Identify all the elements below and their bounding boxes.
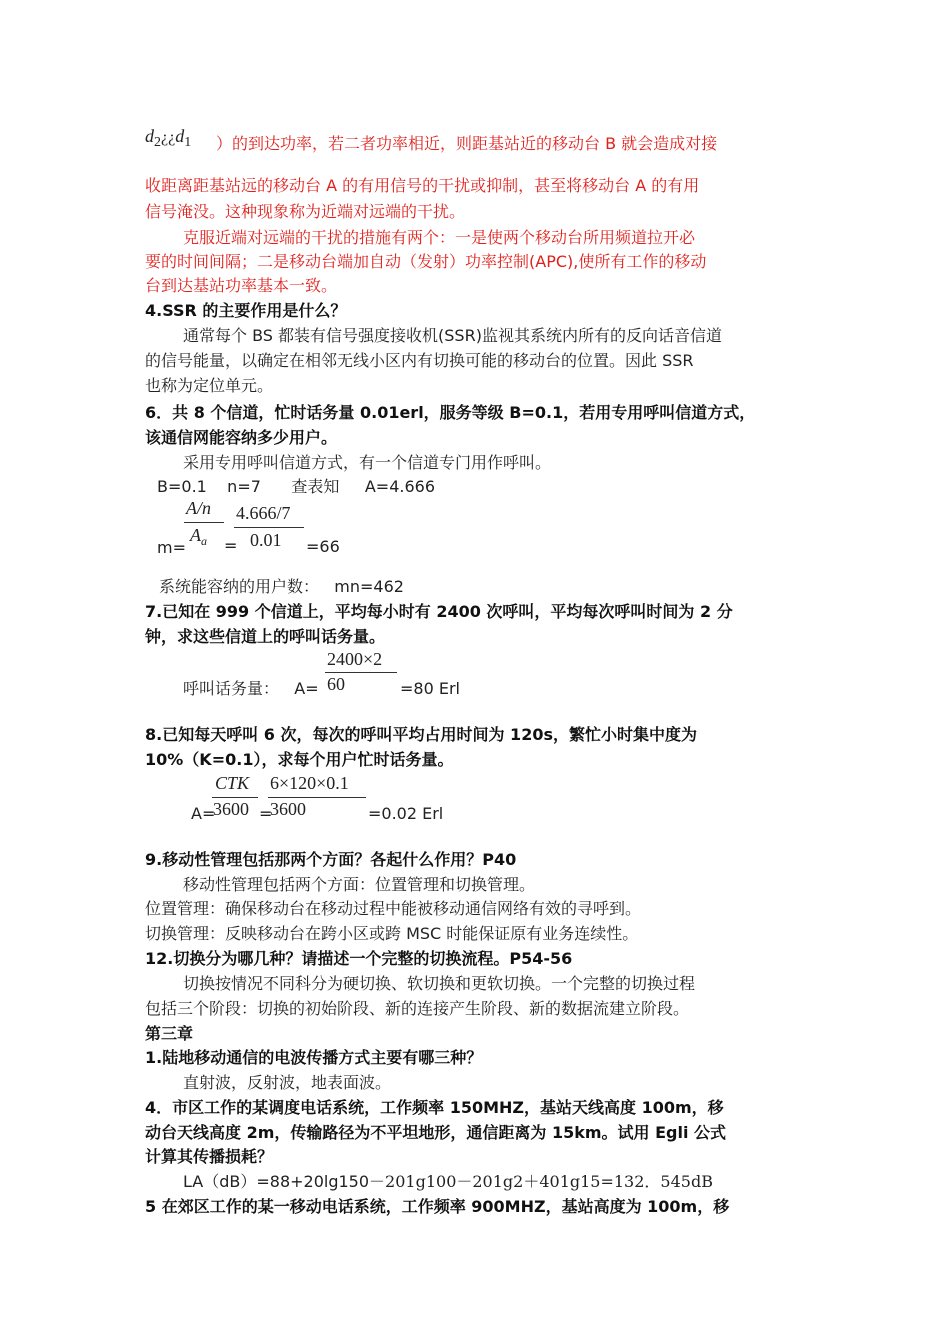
q6-capacity: 系统能容纳的用户数： mn=462 — [159, 577, 404, 596]
q12-title: 12.切换分为哪几种？请描述一个完整的切换流程。P54-56 — [145, 949, 573, 968]
q6-m-label: m= — [157, 538, 186, 557]
q7-label: 呼叫话务量： A= — [183, 679, 319, 698]
q8-frac2-denominator: 3600 — [270, 799, 306, 819]
q12-answer-line1: 切换按情况不同科分为硬切换、软切换和更软切换。一个完整的切换过程 — [183, 974, 696, 993]
q9-answer-line2: 位置管理：确保移动台在移动过程中能被移动通信网络有效的寻呼到。 — [145, 899, 642, 918]
q6-result: =66 — [306, 537, 340, 556]
q6-title-line2: 该通信网能容纳多少用户。 — [145, 428, 338, 447]
p1-line2: 收距离距基站远的移动台 A 的有用信号的干扰或抑制，甚至将移动台 A 的有用 — [145, 176, 700, 195]
q6-title-line1: 6．共 8 个信道，忙时话务量 0.01erl，服务等级 B=0.1，若用专用呼叫信道方式， — [145, 403, 756, 422]
ch3-q4-title-line1: 4．市区工作的某调度电话系统，工作频率 150MHZ，基站天线高度 100m，移 — [145, 1098, 724, 1117]
q7-frac-numerator: 2400×2 — [327, 649, 383, 669]
q6-frac2-numerator: 4.666/7 — [236, 503, 291, 523]
q7-title-line1: 7.已知在 999 个信道上，平均每小时有 2400 次呼叫，平均每次呼叫时间为 2 分 — [145, 602, 733, 621]
ch3-q5-title: 5 在郊区工作的某一移动电话系统，工作频率 900MHZ，基站高度为 100m，移 — [145, 1197, 730, 1216]
q8-label: A= — [191, 804, 216, 823]
q8-frac1-bar — [212, 797, 258, 798]
q8-equals: = — [259, 804, 273, 823]
p1-line3: 信号淹没。这种现象称为近端对远端的干扰。 — [145, 202, 466, 221]
q4-title: 4.SSR 的主要作用是什么？ — [145, 301, 347, 320]
q7-frac-bar — [325, 672, 397, 673]
q7-frac-denominator: 60 — [327, 674, 345, 694]
q4-answer-line2: 的信号能量，以确定在相邻无线小区内有切换可能的移动台的位置。因此 SSR — [145, 351, 694, 370]
ch3-q4-answer-post: －201g100－201g2＋401g15=132．545dB — [369, 1172, 713, 1191]
q8-title-line1: 8.已知每天呼叫 6 次，每次的呼叫平均占用时间为 120s，繁忙小时集中度为 — [145, 725, 697, 744]
q6-equals: = — [224, 536, 238, 555]
q8-frac1-numerator: CTK — [215, 773, 250, 793]
ch3-q4-title-line2: 动台天线高度 2m，传输路径为不平坦地形，通信距离为 15km。试用 Egli 公式 — [145, 1123, 727, 1142]
math-d2: $d_2¿¿d_1$ — [145, 126, 192, 150]
q8-frac2-numerator: 6×120×0.1 — [270, 773, 349, 793]
ch3-q4-answer — [183, 1172, 713, 1192]
p2-line2: 要的时间间隔；二是移动台端加自动（发射）功率控制(APC),使所有工作的移动 — [145, 252, 707, 271]
q4-answer-line3: 也称为定位单元。 — [145, 376, 274, 395]
p2-line3: 台到达基站功率基本一致。 — [145, 276, 338, 295]
q9-answer-line3: 切换管理：反映移动台在跨小区或跨 MSC 时能保证原有业务连续性。 — [145, 924, 639, 943]
q6-params: B=0.1 n=7 查表知 A=4.666 — [157, 477, 436, 496]
p2-line1: 克服近端对远端的干扰的措施有两个：一是使两个移动台所用频道拉开必 — [183, 228, 696, 247]
q4-answer-line1: 通常每个 BS 都装有信号强度接收机(SSR)监视其系统内所有的反向话音信道 — [183, 326, 722, 345]
q8-title-line2: 10%（K=0.1），求每个用户忙时话务量。 — [145, 750, 454, 769]
q8-result: =0.02 Erl — [368, 804, 444, 823]
q12-answer-line2: 包括三个阶段：切换的初始阶段、新的连接产生阶段、新的数据流建立阶段。 — [145, 999, 690, 1018]
q8-frac1-denominator: 3600 — [213, 799, 249, 819]
q6-frac2-bar — [234, 527, 304, 528]
p1-line1: ）的到达功率，若二者功率相近，则距基站近的移动台 B 就会造成对接 — [216, 134, 718, 153]
q6-frac1-bar — [184, 522, 224, 523]
q7-result: =80 Erl — [400, 679, 460, 698]
ch3-q1-title: 1.陆地移动通信的电波传播方式主要有哪三种？ — [145, 1048, 483, 1067]
q9-title: 9.移动性管理包括那两个方面？各起什么作用？P40 — [145, 850, 517, 869]
q6-answer-line1: 采用专用呼叫信道方式，有一个信道专门用作呼叫。 — [183, 453, 552, 472]
q9-answer-line1: 移动性管理包括两个方面：位置管理和切换管理。 — [183, 875, 536, 894]
ch3-q1-answer: 直射波，反射波，地表面波。 — [183, 1073, 392, 1092]
q8-frac2-bar — [268, 797, 366, 798]
q7-title-line2: 钟，求这些信道上的呼叫话务量。 — [145, 627, 386, 646]
q6-frac2-denominator: 0.01 — [250, 530, 282, 550]
ch3-q4-answer-pre: LA（dB）=88+20lg150 — [183, 1172, 370, 1191]
chapter3-heading: 第三章 — [145, 1024, 194, 1043]
q6-frac1-denominator: $A_a$ — [190, 525, 207, 548]
ch3-q4-title-line3: 计算其传播损耗？ — [145, 1147, 274, 1166]
q6-frac1-numerator: A/n — [186, 498, 211, 518]
